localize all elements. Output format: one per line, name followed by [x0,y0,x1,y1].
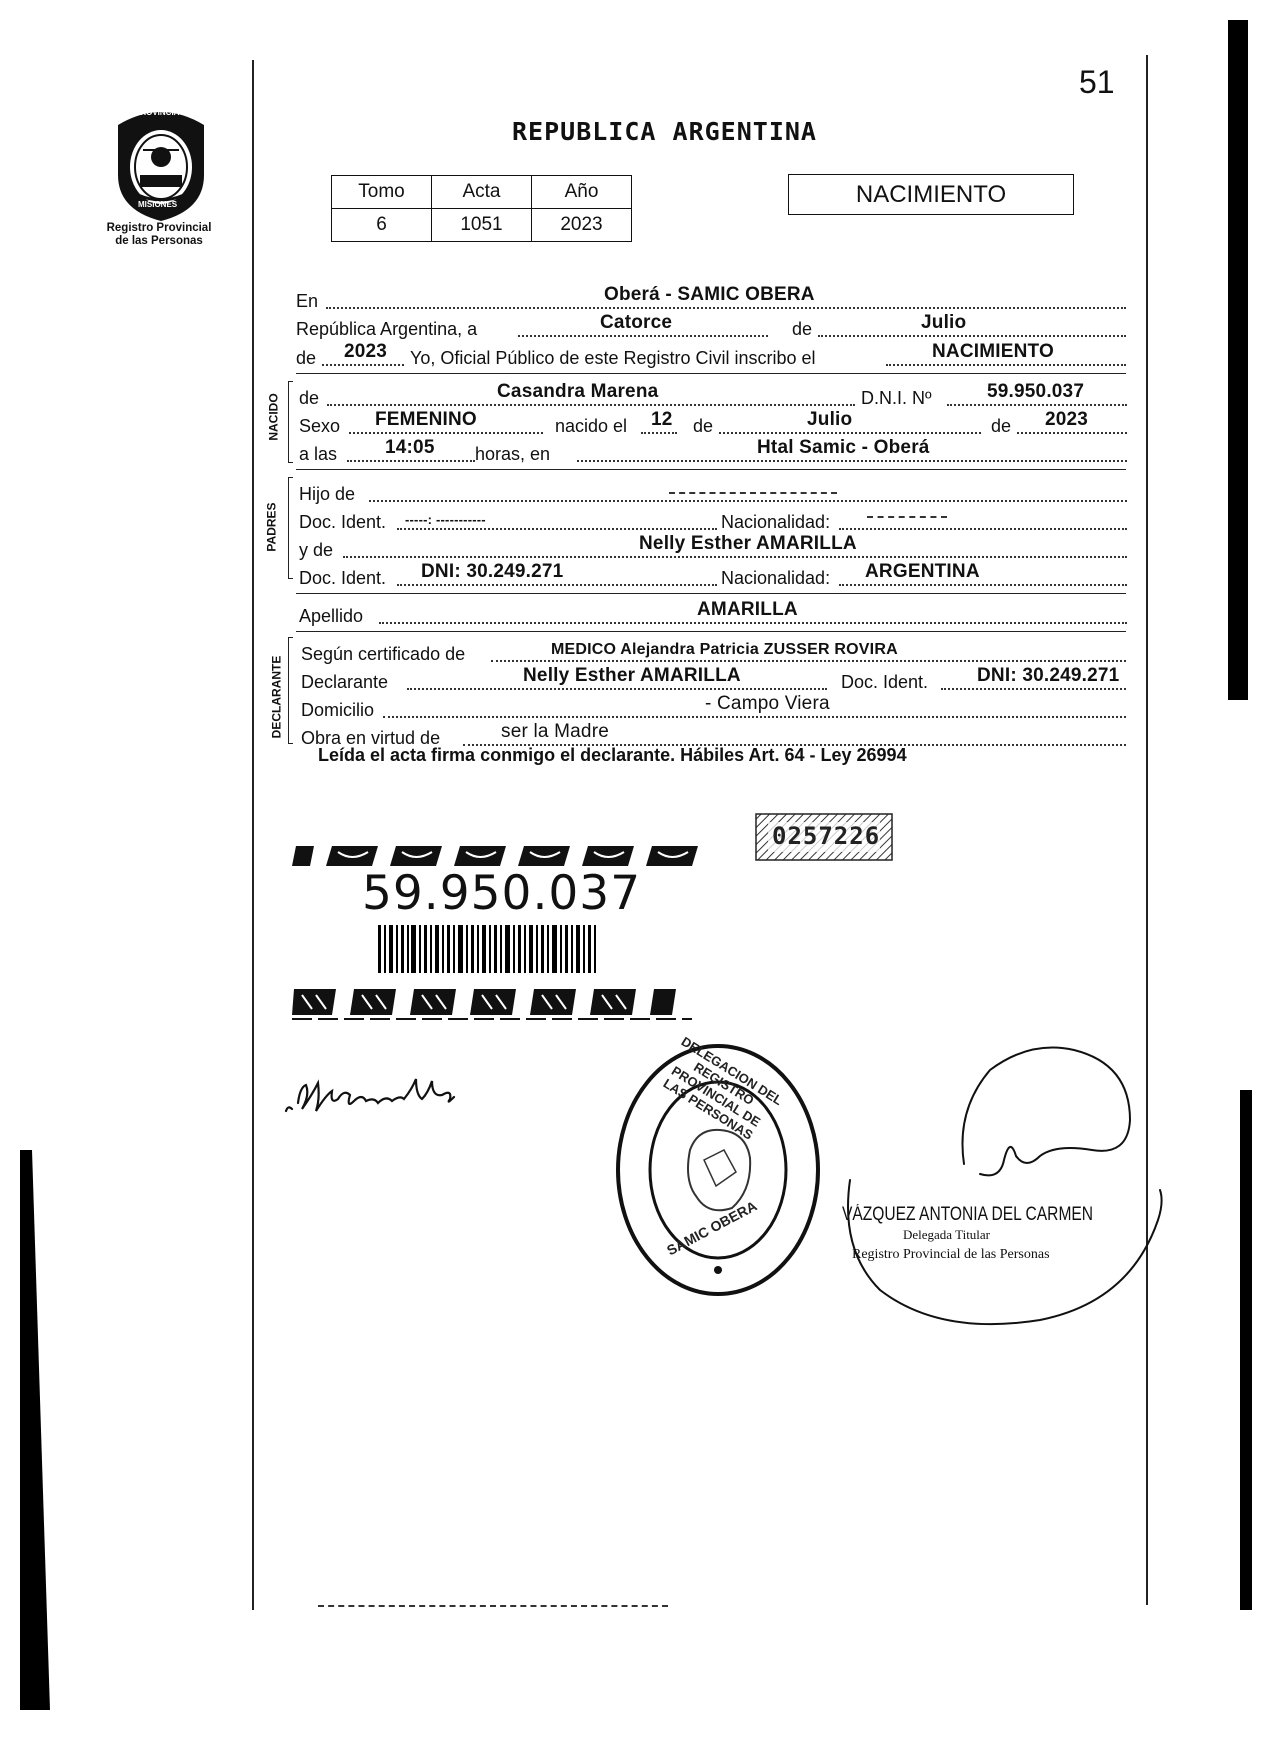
declarante-side-label: DECLARANTE [269,655,284,739]
nacionalidad2-dots [839,584,1127,586]
apellido-dots [379,622,1127,624]
row-year [296,341,1126,369]
name-value: Casandra Marena [497,381,659,402]
doc2-value: DNI: 30.249.271 [421,561,564,582]
table-value-row [332,209,632,242]
birth-year-dots [1017,432,1127,434]
padres-section-rule [296,593,1126,594]
oficial-text: Yo, Oficial Público de este Registro Civil inscribo el [410,348,816,368]
row-doc1 [299,509,1126,533]
de2-label: de [296,348,317,368]
a-las-label: a las [299,444,338,464]
y-de-label: y de [299,540,334,560]
nacido-side-label: NACIDO [266,393,281,441]
father-dots [369,500,1127,502]
sexo-label: Sexo [299,416,341,436]
nacido-de-label: de [299,388,320,408]
nacionalidad1-blank-mark [867,516,947,518]
registry-table [331,175,632,242]
row-republica [296,312,1126,340]
logo-arc-text: PROVINCIA DE [135,108,193,117]
hijo-de-label: Hijo de [299,484,356,504]
birth-day-dots [641,432,677,434]
sexo-value: FEMENINO [375,409,477,430]
domicilio-label: Domicilio [301,700,375,720]
scan-edge-left [20,1150,50,1710]
act-type-dots [886,364,1126,366]
time-dots [347,460,475,462]
birth-de-label: de [693,416,714,436]
certificado-dots [491,660,1126,662]
year-value: 2023 [344,341,388,362]
scan-edge-right [1228,20,1248,700]
name-dots [327,404,855,406]
domicilio-dots [383,716,1126,718]
time-value: 14:05 [385,437,435,458]
birth-place-value: Htal Samic - Oberá [757,437,930,458]
declarant-signature [282,1065,482,1125]
document-title: REPUBLICA ARGENTINA [512,117,817,146]
official-signature [840,1040,1180,1340]
right-margin-line [1146,55,1148,1605]
logo-bottom-text: MISIONES [138,200,178,209]
doc1-dots [397,528,717,530]
month-value: Julio [921,312,967,333]
nacionalidad2-value: ARGENTINA [865,561,980,582]
declarante-doc-value: DNI: 30.249.271 [977,665,1120,686]
logo-caption: Registro Provincial de las Personas [106,222,212,247]
place-section-rule [296,373,1126,374]
declarante-doc-dots [941,688,1126,690]
security-pattern-bottom [292,985,742,1023]
nacido-el-label: nacido el [555,416,628,436]
birth-de2-label: de [991,416,1012,436]
row-en [296,284,1126,312]
row-doc2 [299,561,1126,589]
padres-side-label: PADRES [264,502,279,552]
stamp-inner-text: SAMIC OBERA [664,1197,760,1259]
birth-year-value: 2023 [1045,409,1089,430]
birth-place-dots [577,460,1127,462]
security-serial: 0257226 [772,822,881,850]
dni-value: 59.950.037 [987,381,1085,402]
apellido-label: Apellido [299,606,364,626]
doc1-value: -----: ----------- [405,512,486,527]
table-header-tomo: Tomo [332,176,432,209]
declarante-doc-label: Doc. Ident. [841,672,929,692]
official-role: Delegada Titular [903,1227,991,1242]
nacionalidad1-label: Nacionalidad: [721,512,831,532]
table-header-acta: Acta [432,176,532,209]
id-number-large: 59.950.037 [362,866,642,921]
month-dots [818,335,1126,337]
dni-dots [947,404,1127,406]
row-apellido [299,599,1126,627]
en-label: En [296,291,319,311]
father-blank-mark [669,492,837,494]
year-dots [322,364,404,366]
nacionalidad1-dots [839,528,1127,530]
horas-label: horas, en [475,444,551,464]
obra-label: Obra en virtud de [301,728,441,748]
row-hijo-de [299,481,1126,505]
left-margin-line [252,60,254,1610]
bottom-scan-mark [318,1605,668,1607]
official-name: VÁZQUEZ ANTONIA DEL CARMEN [842,1204,1094,1225]
apellido-value: AMARILLA [697,599,798,620]
domicilio-value: - Campo Viera [705,693,830,714]
row-nacido-name [299,381,1126,409]
day-dots [518,335,768,337]
row-sexo [299,409,1126,437]
republica-label: República Argentina, a [296,319,478,339]
en-dots [326,307,1126,309]
declarante-bracket [288,637,293,744]
birth-month-dots [719,432,981,434]
row-a-las [299,437,1126,465]
table-header-row [332,176,632,209]
stamp-ring-text: DELEGACION DEL REGISTRO PROVINCIAL DE LAS PERSONAS [660,1033,786,1143]
act-type-box: NACIMIENTO [788,174,1074,215]
apellido-rule [296,631,1126,632]
doc1-label: Doc. Ident. [299,512,387,532]
table-header-ano: Año [532,176,632,209]
obra-value: ser la Madre [501,721,609,742]
row-domicilio [301,693,1126,721]
declarante-label: Declarante [301,672,389,692]
scan-edge-right-lower [1240,1090,1252,1610]
dni-label: D.N.I. Nº [861,388,932,408]
sexo-dots [349,432,543,434]
row-certificado [301,641,1126,665]
birth-month-value: Julio [807,409,853,430]
doc2-dots [397,584,717,586]
barcode [378,925,598,973]
de-label: de [792,319,813,339]
declarante-value: Nelly Esther AMARILLA [523,665,741,686]
nacionalidad2-label: Nacionalidad: [721,568,831,588]
declarante-dots [407,688,827,690]
closing-text: Leída el acta firma conmigo el declarante. Hábiles Art. 64 - Ley 26994 [318,745,907,765]
row-declarante [301,665,1126,693]
tomo-value: 6 [332,209,432,242]
row-y-de [299,533,1126,561]
en-value: Oberá - SAMIC OBERA [604,284,815,305]
padres-bracket [288,477,293,579]
page-number: 51 [1079,64,1115,100]
nacido-section-rule [296,469,1126,470]
mother-value: Nelly Esther AMARILLA [639,533,857,554]
doc2-label: Doc. Ident. [299,568,387,588]
acta-value: 1051 [432,209,532,242]
certificado-value: MEDICO Alejandra Patricia ZUSSER ROVIRA [551,641,898,658]
nacido-bracket [288,381,293,463]
birth-day-value: 12 [651,409,673,430]
ano-value: 2023 [532,209,632,242]
day-value: Catorce [600,312,673,333]
mother-dots [343,556,1127,558]
certificado-label: Según certificado de [301,644,466,664]
act-type-value: NACIMIENTO [932,341,1054,362]
official-office: Registro Provincial de las Personas [852,1247,1050,1262]
